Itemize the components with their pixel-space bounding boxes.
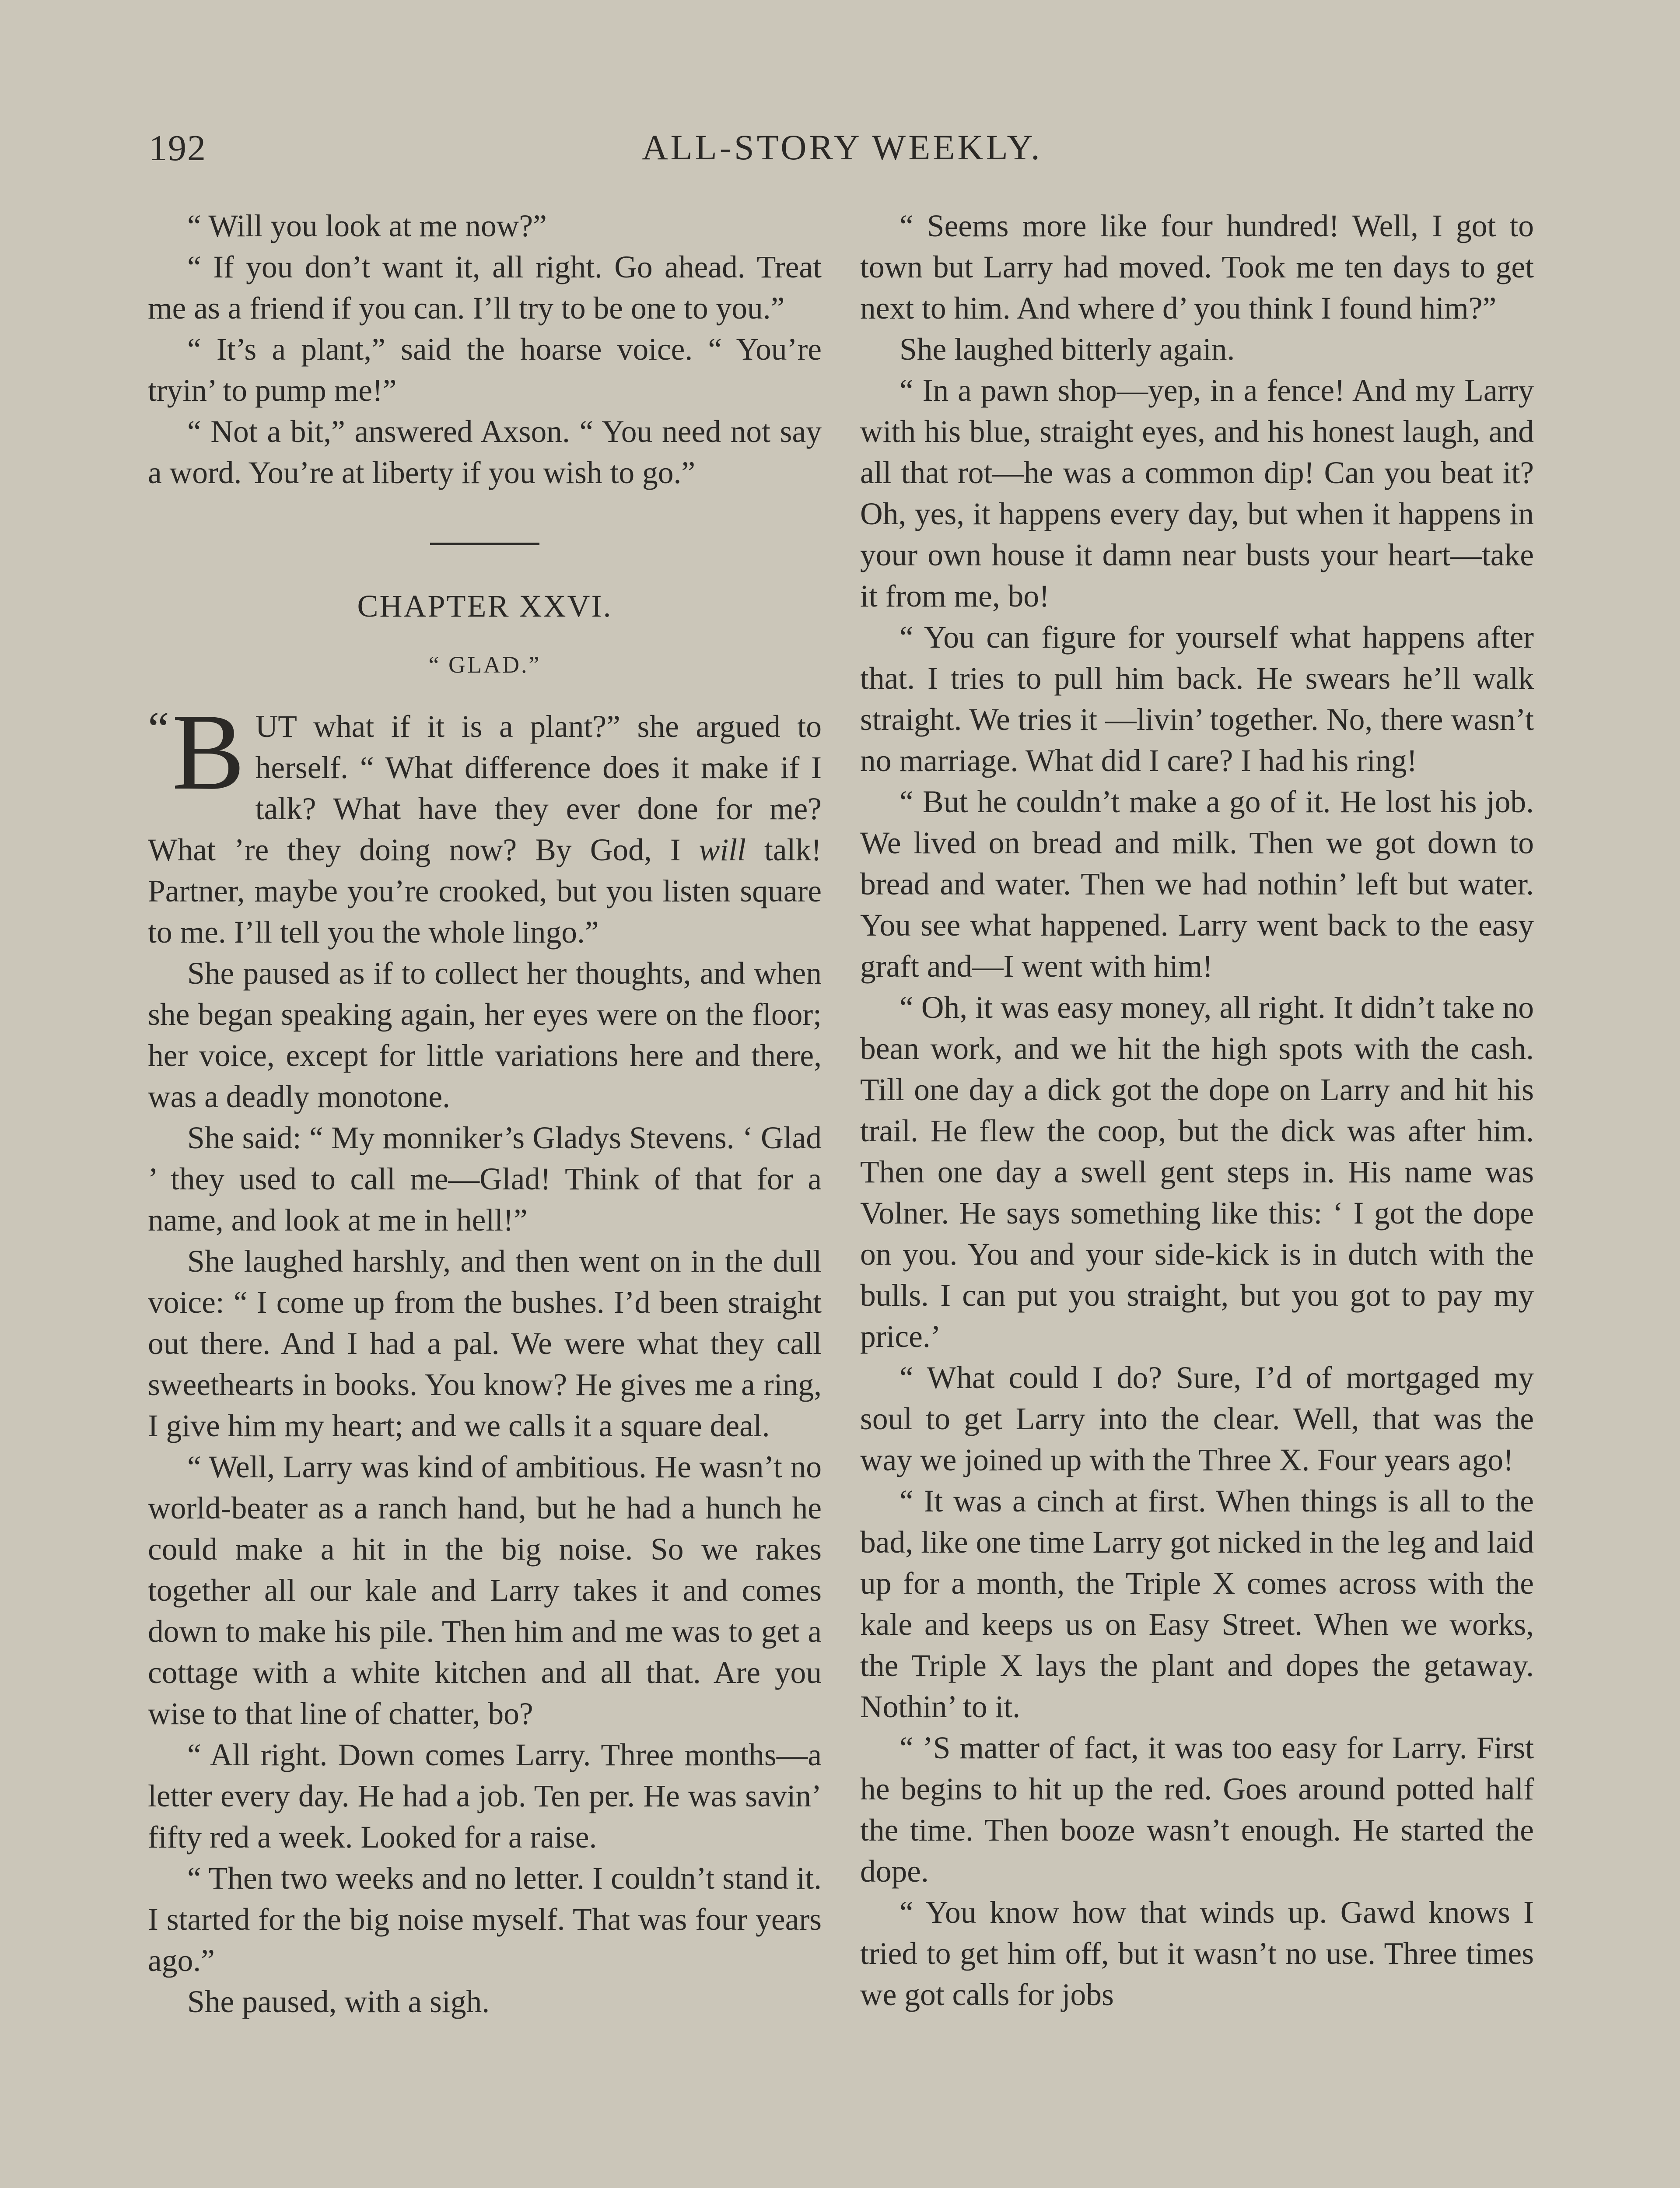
- paragraph: She said: “ My monniker’s Gladys Stevens. ‘ Glad ’ they used to call me—Glad! Think of that for a name, and look at me in hell!”: [148, 1121, 822, 1238]
- chapter-title: CHAPTER XXVI.: [357, 589, 612, 624]
- paragraph: “ Well, Larry was kind of ambitious. He wasn’t no world-beater as a ranch hand, but he had a hunch he could make a hit in the big noise. So we rakes together all our kale and Larry takes it and comes down to make his pile. Then him and me was to get a cottage with a white kitchen and all that. Are you wise to that line of chatter, bo?: [148, 1450, 822, 1731]
- paragraph: “ In a pawn shop—yep, in a fence! And my Larry with his blue, straight eyes, and his honest laugh, and all that rot—he was a common dip! Can you beat it? Oh, yes, it happens every day, but when it happens in your own house it damn near busts your heart—take it from me, bo!: [860, 373, 1534, 614]
- drop-paragraph-text: UT what if it is a plant?” she argued to herself. “ What difference does it make if I talk? What have they ever done for me? What ’re they doing now? By God, I: [148, 709, 822, 867]
- running-title: ALL-STORY WEEKLY.: [642, 127, 1043, 167]
- drop-cap-letter: B: [172, 691, 245, 813]
- section-divider: [430, 543, 539, 545]
- paragraph: “ All right. Down comes Larry. Three months—a letter every day. He had a job. Ten per. He was savin’ fifty red a week. Looked for a raise.: [148, 1738, 822, 1855]
- paragraph: “ Oh, it was easy money, all right. It didn’t take no bean work, and we hit the high spots with the cash. Till one day a dick got the dope on Larry and hit his trail. He flew the coop, but the dick was after him. Then one day a swell gent steps in. His name was Volner. He says something like this: ‘ I got the dope on you. You and your side-kick is in dutch with the bulls. I can put you straight, but you got to pay my price.’: [860, 990, 1534, 1354]
- emphasis-word: will: [699, 833, 746, 867]
- paragraph: “ What could I do? Sure, I’d of mortgaged my soul to get Larry into the clear. Well, that was the way we joined up with the Three X. Four years ago!: [860, 1360, 1534, 1477]
- paragraph: She laughed bitterly again.: [900, 332, 1235, 367]
- paragraph: “ You know how that winds up. Gawd knows I tried to get him off, but it wasn’t no use. Three times we got calls for jobs: [860, 1895, 1534, 2012]
- drop-quote-mark: “: [148, 702, 169, 755]
- paragraph: “ Seems more like four hundred! Well, I got to town but Larry had moved. Took me ten days to get next to him. And where d’ you think I found him?”: [860, 209, 1534, 326]
- paragraph: She laughed harshly, and then went on in the dull voice: “ I come up from the bushes. I’d been straight out there. And I had a pal. We were what they call sweethearts in books. You know? He gives me a ring, I give him my heart; and we calls it a square deal.: [148, 1244, 822, 1443]
- page-header: [149, 127, 1536, 188]
- chapter-subtitle: “ GLAD.”: [428, 652, 541, 678]
- paragraph: “ Then two weeks and no letter. I couldn’t stand it. I started for the big noise myself. That was four years ago.”: [148, 1861, 822, 1978]
- paragraph: “ Not a bit,” answered Axson. “ You need not say a word. You’re at liberty if you wish to go.”: [148, 414, 822, 490]
- right-column: [860, 206, 1534, 2016]
- paragraph: She paused as if to collect her thoughts, and when she began speaking again, her eyes were on the floor; her voice, except for little variations here and there, was a deadly monotone.: [148, 956, 822, 1114]
- page-number: 192: [149, 128, 206, 168]
- paragraph: “ You can figure for yourself what happens after that. I tries to pull him back. He swears he’ll walk straight. We tries it —livin’ together. No, there wasn’t no marriage. What did I care? I had his ring!: [860, 620, 1534, 778]
- drop-paragraph-end: talk! Partner, maybe you’re crooked, but you listen square to me. I’ll tell you the whole lingo.”: [148, 833, 822, 950]
- paragraph: “ If you don’t want it, all right. Go ahead. Treat me as a friend if you can. I’ll try to be one to you.”: [148, 250, 822, 326]
- paragraph: “ But he couldn’t make a go of it. He lost his job. We lived on bread and milk. Then we got down to bread and water. Then we had nothin’ left but water. You see what happened. Larry went back to the easy graft and—I went with him!: [860, 785, 1534, 984]
- paragraph: “ It’s a plant,” said the hoarse voice. “ You’re tryin’ to pump me!”: [148, 332, 822, 408]
- drop-cap-paragraph: [148, 691, 822, 953]
- paragraph: “ ’S matter of fact, it was too easy for Larry. First he begins to hit up the red. Goes around potted half the time. Then booze wasn’t enough. He started the dope.: [860, 1731, 1534, 1889]
- left-column: [148, 206, 822, 2023]
- paragraph: “ Will you look at me now?”: [187, 209, 547, 243]
- paragraph: “ It was a cinch at first. When things is all to the bad, like one time Larry got nicked in the leg and laid up for a month, the Triple X comes across with the kale and keeps us on Easy Street. When we works, the Triple X lays the plant and dopes the getaway. Nothin’ to it.: [860, 1484, 1534, 1724]
- paragraph: She paused, with a sigh.: [187, 1985, 490, 2019]
